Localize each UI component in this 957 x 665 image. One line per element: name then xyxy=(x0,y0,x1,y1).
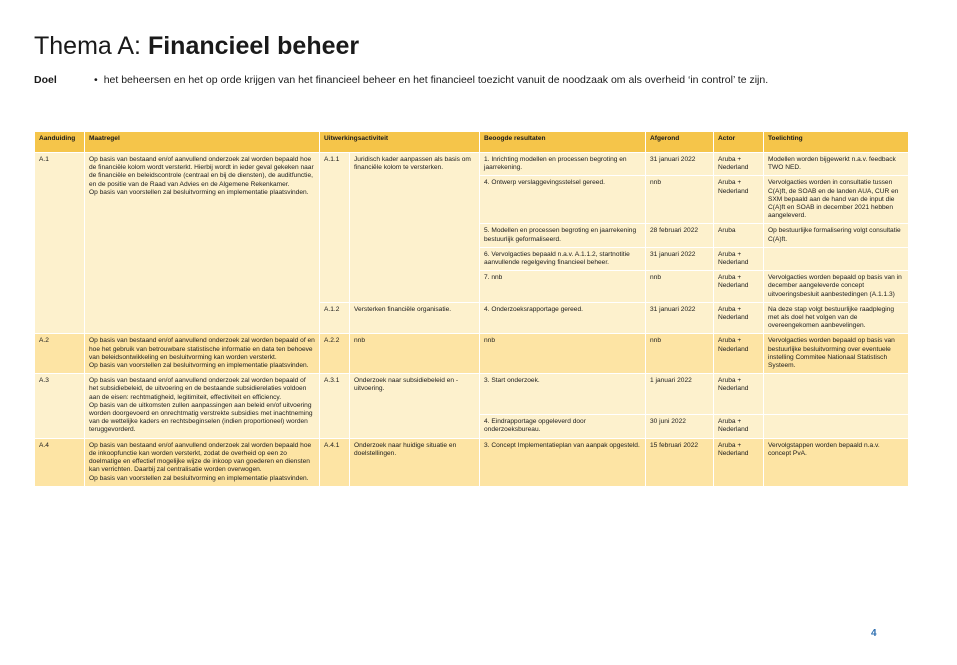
result-actor: Aruba xyxy=(714,224,764,247)
activity-code: A.2.2 xyxy=(320,334,350,374)
measure-code: A.3 xyxy=(35,374,85,438)
table-row xyxy=(35,334,909,374)
result-note: Modellen worden bijgewerkt n.a.v. feedback TWO NED. xyxy=(764,153,909,176)
result-actor: Aruba + Nederland xyxy=(714,334,764,374)
table-row xyxy=(35,374,909,415)
result-actor: Aruba + Nederland xyxy=(714,271,764,303)
header-afgerond: Afgerond xyxy=(646,132,714,153)
measure-code: A.1 xyxy=(35,153,85,334)
title-prefix: Thema A: xyxy=(34,32,148,60)
result-note xyxy=(764,247,909,270)
goal-section xyxy=(34,74,768,86)
result-date: nnb xyxy=(646,334,714,374)
result-text: 1. Inrichting modellen en processen begroting en jaarrekening. xyxy=(480,153,646,176)
result-date: nnb xyxy=(646,176,714,224)
header-toelichting: Toelichting xyxy=(764,132,909,153)
result-date: 15 februari 2022 xyxy=(646,438,714,486)
result-actor: Aruba + Nederland xyxy=(714,374,764,415)
result-actor: Aruba + Nederland xyxy=(714,247,764,270)
result-actor: Aruba + Nederland xyxy=(714,438,764,486)
result-actor: Aruba + Nederland xyxy=(714,302,764,334)
result-text: 4. Onderzoeksrapportage gereed. xyxy=(480,302,646,334)
result-text: 4. Eindrapportage opgeleverd door onderzoeksbureau. xyxy=(480,415,646,438)
result-note xyxy=(764,374,909,415)
title-main: Financieel beheer xyxy=(147,32,360,60)
result-text: 4. Ontwerp verslaggevingsstelsel gereed. xyxy=(480,176,646,224)
activity-code: A.3.1 xyxy=(320,374,350,438)
activity-text: Onderzoek naar subsidiebeleid en -uitvoering. xyxy=(350,374,480,438)
page-number: 4 xyxy=(871,628,877,639)
result-text: 3. Start onderzoek. xyxy=(480,374,646,415)
result-text: 7. nnb xyxy=(480,271,646,303)
page-title xyxy=(34,30,359,62)
result-note: Na deze stap volgt bestuurlijke raadpleging met als doel het volgen van de overeengekomen aanbevelingen. xyxy=(764,302,909,334)
activity-text: Juridisch kader aanpassen als basis om financiële kolom te versterken. xyxy=(350,153,480,303)
activity-text: nnb xyxy=(350,334,480,374)
result-text: nnb xyxy=(480,334,646,374)
measure-code: A.4 xyxy=(35,438,85,486)
measure-text: Op basis van bestaand en/of aanvullend onderzoek zal worden bepaald of en hoe het gebruik van betrouwbare statistische informatie en data ten behoeve van beleidsontwikkeling en besluitvorming kan worden versterkt. Op basis van voorstellen zal besluitvorming en implementatie plaatsvinden. xyxy=(85,334,320,374)
header-maatregel: Maatregel xyxy=(85,132,320,153)
result-note: Vervolgacties worden in consultatie tussen C(A)ft, de SOAB en de landen AUA, CUR en SXM bepaald aan de hand van de input die C(A)ft en SOAB in december 2021 hebben aangeleverd. xyxy=(764,176,909,224)
goal-bullet: • xyxy=(94,74,98,86)
activity-code: A.1.1 xyxy=(320,153,350,303)
result-date: 31 januari 2022 xyxy=(646,302,714,334)
header-aanduiding: Aanduiding xyxy=(35,132,85,153)
header-resultaten: Beoogde resultaten xyxy=(480,132,646,153)
result-text: 6. Vervolgacties bepaald n.a.v. A.1.1.2, startnotitie aanvullende regelgeving financieel beheer. xyxy=(480,247,646,270)
result-note: Op bestuurlijke formalisering volgt consultatie C(A)ft. xyxy=(764,224,909,247)
result-date: nnb xyxy=(646,271,714,303)
result-actor: Aruba + Nederland xyxy=(714,176,764,224)
result-date: 30 juni 2022 xyxy=(646,415,714,438)
result-actor: Aruba + Nederland xyxy=(714,415,764,438)
measure-text: Op basis van bestaand en/of aanvullend onderzoek zal worden bepaald hoe de inkoopfunctie kan worden versterkt, zodat de overheid op een zo doelmatige en effectief mogelijke wijze de inkoop van goederen en diensten kan verrichten. Daarbij zal centralisatie worden overwogen. Op basis van voorstellen zal besluitvorming en implementatie plaatsvinden. xyxy=(85,438,320,486)
result-date: 1 januari 2022 xyxy=(646,374,714,415)
activity-code: A.4.1 xyxy=(320,438,350,486)
table-header-row xyxy=(35,132,909,153)
header-actor: Actor xyxy=(714,132,764,153)
goal-label: Doel xyxy=(34,74,57,86)
table-row xyxy=(35,438,909,486)
table-row xyxy=(35,153,909,176)
goal-text: het beheersen en het op orde krijgen van het financieel beheer en het financieel toezicht vanuit de noodzaak om als overheid ‘in control’ te zijn. xyxy=(103,74,769,86)
result-date: 31 januari 2022 xyxy=(646,247,714,270)
activity-text: Versterken financiële organisatie. xyxy=(350,302,480,334)
measure-code: A.2 xyxy=(35,334,85,374)
result-text: 3. Concept Implementatieplan van aanpak opgesteld. xyxy=(480,438,646,486)
activity-code: A.1.2 xyxy=(320,302,350,334)
header-uitwerking: Uitwerkingsactiviteit xyxy=(320,132,480,153)
result-note xyxy=(764,415,909,438)
activity-text: Onderzoek naar huidige situatie en doelstellingen. xyxy=(350,438,480,486)
result-note: Vervolgacties worden bepaald op basis van in december aangeleverde concept uitvoeringsbesluit aanbestedingen (A.1.1.3) xyxy=(764,271,909,303)
result-text: 5. Modellen en processen begroting en jaarrekening bestuurlijk geformaliseerd. xyxy=(480,224,646,247)
measure-text: Op basis van bestaand en/of aanvullend onderzoek zal worden bepaald of het subsidiebeleid, de uitvoering en de bestaande subsidierelaties voldoen aan de eisen: rechtmatigheid, legitimiteit, effectiviteit en efficiency. Op basis van de uitkomsten zullen aanpassingen aan beleid en/of uitvoering worden doorgevoerd en onrechtmatig verstrekte subsidies met inachtneming van de wettelijke kaders en rechtsbeginselen (indien proportioneel) worden teruggevorderd. xyxy=(85,374,320,438)
measure-text: Op basis van bestaand en/of aanvullend onderzoek zal worden bepaald hoe de financiële kolom wordt versterkt. Hierbij wordt in ieder geval gekeken naar de financiële en beleidscontrole (centraal en bij de diensten), de auditfunctie, en de positie van de Raad van Advies en de Algemene Rekenkamer. Op basis van voorstellen zal besluitvorming en implementatie plaatsvinden. xyxy=(85,153,320,334)
result-date: 28 februari 2022 xyxy=(646,224,714,247)
measures-table xyxy=(34,131,909,487)
result-note: Vervolgacties worden bepaald op basis van bestuurlijke besluitvorming over eventuele instelling Commitee Nationaal Statistisch Systeem. xyxy=(764,334,909,374)
result-actor: Aruba + Nederland xyxy=(714,153,764,176)
result-note: Vervolgstappen worden bepaald n.a.v. concept PvA. xyxy=(764,438,909,486)
result-date: 31 januari 2022 xyxy=(646,153,714,176)
